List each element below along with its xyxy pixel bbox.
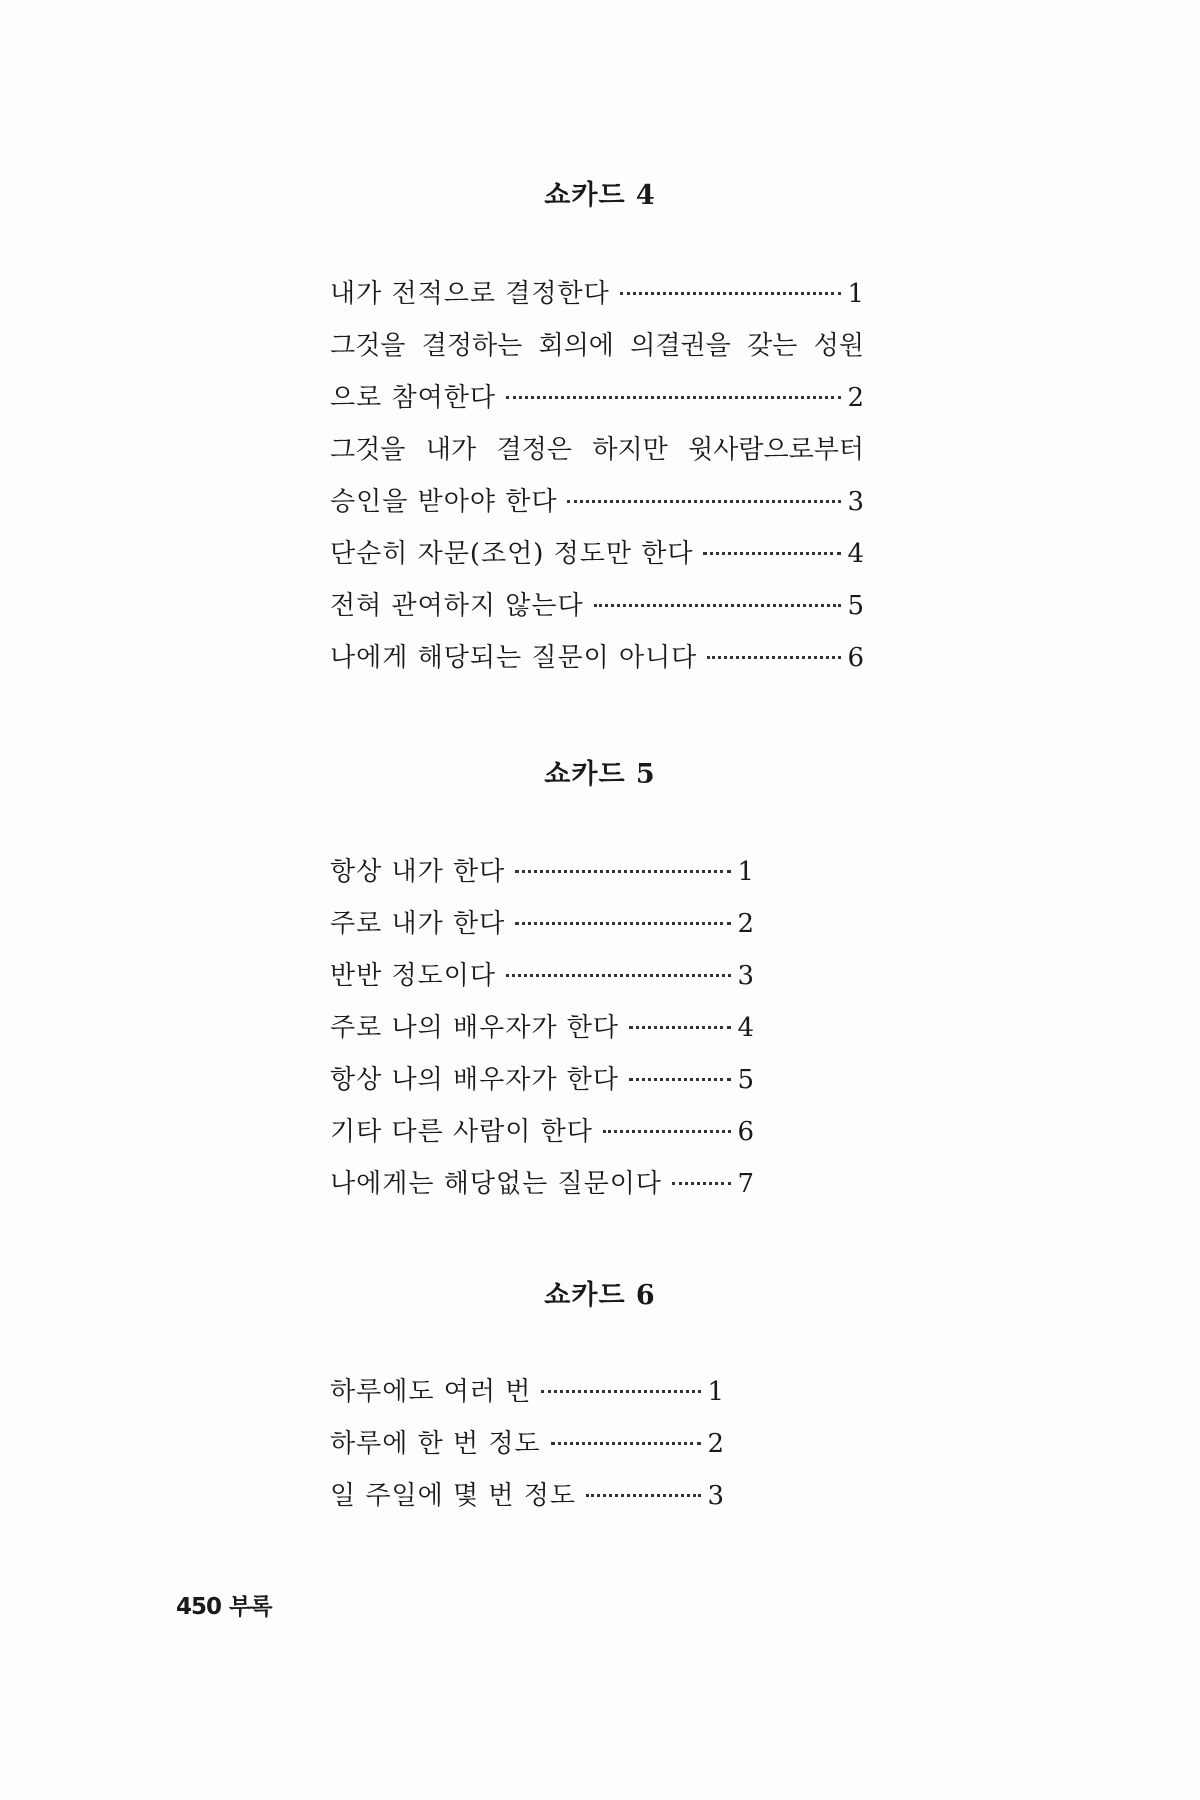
list-item: [330, 1418, 724, 1470]
show-card-4-list: [330, 268, 864, 684]
page-number: 450: [176, 1594, 222, 1620]
list-item: [330, 1470, 724, 1522]
item-label: 전혀 관여하지 않는다: [330, 591, 584, 621]
item-label: 하루에도 여러 번: [330, 1377, 532, 1407]
list-item: [330, 1106, 754, 1158]
list-item: [330, 950, 754, 1002]
list-item: [330, 1158, 754, 1210]
dot-leader: [620, 292, 842, 295]
dot-leader: [567, 500, 841, 503]
item-label: 그것을 내가 결정은 하지만 윗사람으로부터: [330, 435, 864, 465]
list-item: [330, 1002, 754, 1054]
item-code: 3: [737, 961, 754, 991]
dot-leader: [541, 1390, 701, 1393]
page-footer: [176, 1588, 279, 1621]
show-card-5-title: 쇼카드 5: [544, 759, 656, 790]
dot-leader: [672, 1182, 732, 1185]
item-code: 1: [707, 1377, 724, 1407]
item-code: 2: [737, 909, 754, 939]
list-item: [330, 846, 754, 898]
dot-leader: [506, 396, 841, 399]
list-item: [330, 632, 864, 684]
show-card-6-list: [330, 1366, 724, 1522]
item-code: 1: [847, 279, 864, 309]
item-code: 1: [737, 857, 754, 887]
item-code: 5: [847, 591, 864, 621]
item-label: 주로 나의 배우자가 한다: [330, 1013, 619, 1043]
dot-leader: [515, 922, 731, 925]
item-code: 6: [737, 1117, 754, 1147]
item-label: 반반 정도이다: [330, 961, 496, 991]
show-card-6-title: 쇼카드 6: [544, 1280, 656, 1311]
item-label: 항상 내가 한다: [330, 857, 506, 887]
dot-leader: [629, 1078, 731, 1081]
item-code: 4: [737, 1013, 754, 1043]
list-item: [330, 476, 864, 528]
list-item: [330, 898, 754, 950]
item-code: 2: [707, 1429, 724, 1459]
dot-leader: [603, 1130, 732, 1133]
dot-leader: [515, 870, 731, 873]
item-label: 나에게 해당되는 질문이 아니다: [330, 643, 698, 673]
item-code: 7: [737, 1169, 754, 1199]
item-label: 항상 나의 배우자가 한다: [330, 1065, 619, 1095]
list-item: [330, 1366, 724, 1418]
item-code: 3: [847, 487, 864, 517]
item-label: 하루에 한 번 정도: [330, 1429, 541, 1459]
dot-leader: [506, 974, 731, 977]
list-item: [330, 528, 864, 580]
item-code: 6: [847, 643, 864, 673]
list-item: [330, 424, 864, 476]
dot-leader: [629, 1026, 731, 1029]
dot-leader: [703, 552, 841, 555]
list-item: [330, 580, 864, 632]
item-label: 내가 전적으로 결정한다: [330, 279, 610, 309]
item-label: 일 주일에 몇 번 정도: [330, 1481, 576, 1511]
item-label: 단순히 자문(조언) 정도만 한다: [330, 539, 694, 569]
list-item: [330, 320, 864, 372]
show-card-5-list: [330, 846, 754, 1210]
item-label: 나에게는 해당없는 질문이다: [330, 1169, 662, 1199]
item-code: 3: [707, 1481, 724, 1511]
dot-leader: [551, 1442, 702, 1445]
dot-leader: [707, 656, 841, 659]
item-label: 기타 다른 사람이 한다: [330, 1117, 593, 1147]
list-item: [330, 268, 864, 320]
item-code: 5: [737, 1065, 754, 1095]
item-label: 주로 내가 한다: [330, 909, 506, 939]
item-code: 2: [847, 383, 864, 413]
item-label: 그것을 결정하는 회의에 의결권을 갖는 성원: [330, 331, 864, 361]
dot-leader: [594, 604, 842, 607]
show-card-4-title: 쇼카드 4: [544, 180, 656, 211]
list-item: [330, 372, 864, 424]
item-label: 으로 참여한다: [330, 383, 496, 413]
item-code: 4: [847, 539, 864, 569]
list-item: [330, 1054, 754, 1106]
section-name: 부록: [229, 1594, 272, 1620]
item-label: 승인을 받아야 한다: [330, 487, 558, 517]
dot-leader: [586, 1494, 701, 1497]
